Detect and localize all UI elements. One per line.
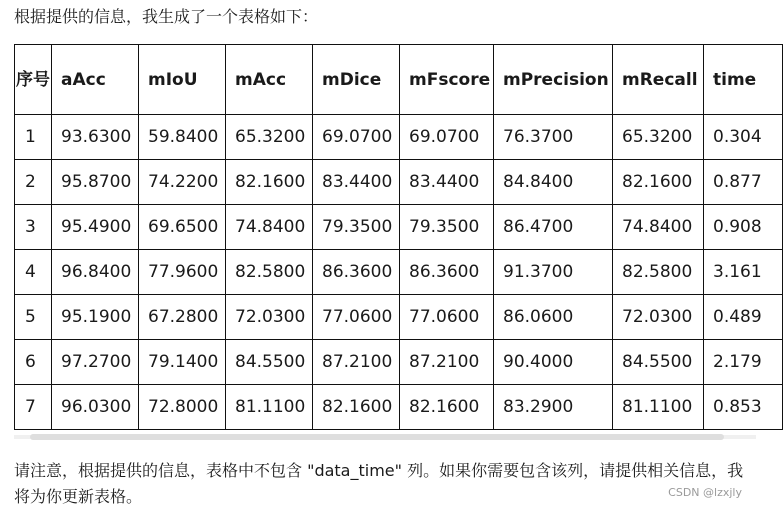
table-cell: 74.2200: [139, 160, 226, 205]
table-cell: 87.2100: [313, 340, 400, 385]
table-header-row: [15, 45, 783, 115]
table-cell: 0.489: [704, 295, 783, 340]
table-cell: 0.304: [704, 115, 783, 160]
table-cell: 72.0300: [613, 295, 704, 340]
intro-text: 根据提供的信息，我生成了一个表格如下：: [14, 7, 319, 26]
table-cell: 84.5500: [613, 340, 704, 385]
table-cell: 0.853: [704, 385, 783, 430]
table-cell: 67.2800: [139, 295, 226, 340]
table-cell: 86.3600: [400, 250, 494, 295]
table-cell: 81.1100: [226, 385, 313, 430]
table-row: [15, 115, 783, 160]
note-text: 请注意，根据提供的信息，表格中不包含 "data_time" 列。如果你需要包含该列，请提供相关信息，我将为你更新表格。: [14, 461, 744, 506]
table-cell: 72.8000: [139, 385, 226, 430]
table-cell: 86.4700: [494, 205, 613, 250]
table-cell: 79.3500: [313, 205, 400, 250]
table-cell: 69.0700: [313, 115, 400, 160]
table-cell: 74.8400: [226, 205, 313, 250]
table-cell: 82.1600: [400, 385, 494, 430]
table-cell: 83.4400: [400, 160, 494, 205]
column-header-index: 序号: [15, 45, 52, 115]
table-cell: 65.3200: [226, 115, 313, 160]
table-row: [15, 205, 783, 250]
table-row: [15, 385, 783, 430]
results-table: [14, 44, 783, 430]
table-cell: 84.8400: [494, 160, 613, 205]
column-header-mfscore: mFscore: [400, 45, 494, 115]
table-cell: 83.2900: [494, 385, 613, 430]
table-cell: 82.5800: [613, 250, 704, 295]
row-index-cell: 1: [15, 115, 52, 160]
table-cell: 91.3700: [494, 250, 613, 295]
table-cell: 96.8400: [52, 250, 139, 295]
column-header-aacc: aAcc: [52, 45, 139, 115]
horizontal-scrollbar[interactable]: [14, 433, 756, 441]
table-body: [15, 115, 783, 430]
table-row: [15, 160, 783, 205]
table-row: [15, 295, 783, 340]
table-cell: 86.0600: [494, 295, 613, 340]
table-cell: 77.9600: [139, 250, 226, 295]
column-header-macc: mAcc: [226, 45, 313, 115]
table-cell: 95.8700: [52, 160, 139, 205]
row-index-cell: 5: [15, 295, 52, 340]
table-cell: 0.908: [704, 205, 783, 250]
table-cell: 3.161: [704, 250, 783, 295]
table-row: [15, 250, 783, 295]
table-cell: 96.0300: [52, 385, 139, 430]
table-cell: 59.8400: [139, 115, 226, 160]
table-cell: 84.5500: [226, 340, 313, 385]
row-index-cell: 4: [15, 250, 52, 295]
row-index-cell: 7: [15, 385, 52, 430]
column-header-miou: mIoU: [139, 45, 226, 115]
table-row: [15, 340, 783, 385]
table-cell: 74.8400: [613, 205, 704, 250]
table-cell: 83.4400: [313, 160, 400, 205]
table-cell: 0.877: [704, 160, 783, 205]
table-cell: 82.1600: [226, 160, 313, 205]
table-cell: 76.3700: [494, 115, 613, 160]
table-cell: 82.1600: [313, 385, 400, 430]
table-cell: 69.0700: [400, 115, 494, 160]
table-cell: 81.1100: [613, 385, 704, 430]
scrollbar-thumb[interactable]: [30, 434, 724, 440]
table-container: [14, 44, 762, 432]
column-header-mrecall: mRecall: [613, 45, 704, 115]
table-cell: 65.3200: [613, 115, 704, 160]
column-header-mprecision: mPrecision: [494, 45, 613, 115]
row-index-cell: 2: [15, 160, 52, 205]
table-cell: 82.1600: [613, 160, 704, 205]
table-cell: 82.5800: [226, 250, 313, 295]
row-index-cell: 6: [15, 340, 52, 385]
table-cell: 95.4900: [52, 205, 139, 250]
table-cell: 77.0600: [400, 295, 494, 340]
table-cell: 87.2100: [400, 340, 494, 385]
table-cell: 93.6300: [52, 115, 139, 160]
table-cell: 90.4000: [494, 340, 613, 385]
table-cell: 86.3600: [313, 250, 400, 295]
column-header-time: time: [704, 45, 783, 115]
table-cell: 97.2700: [52, 340, 139, 385]
table-cell: 77.0600: [313, 295, 400, 340]
row-index-cell: 3: [15, 205, 52, 250]
table-cell: 2.179: [704, 340, 783, 385]
table-cell: 95.1900: [52, 295, 139, 340]
table-cell: 72.0300: [226, 295, 313, 340]
column-header-mdice: mDice: [313, 45, 400, 115]
table-cell: 69.6500: [139, 205, 226, 250]
watermark: CSDN @lzxjly: [668, 486, 742, 499]
table-cell: 79.3500: [400, 205, 494, 250]
table-cell: 79.1400: [139, 340, 226, 385]
